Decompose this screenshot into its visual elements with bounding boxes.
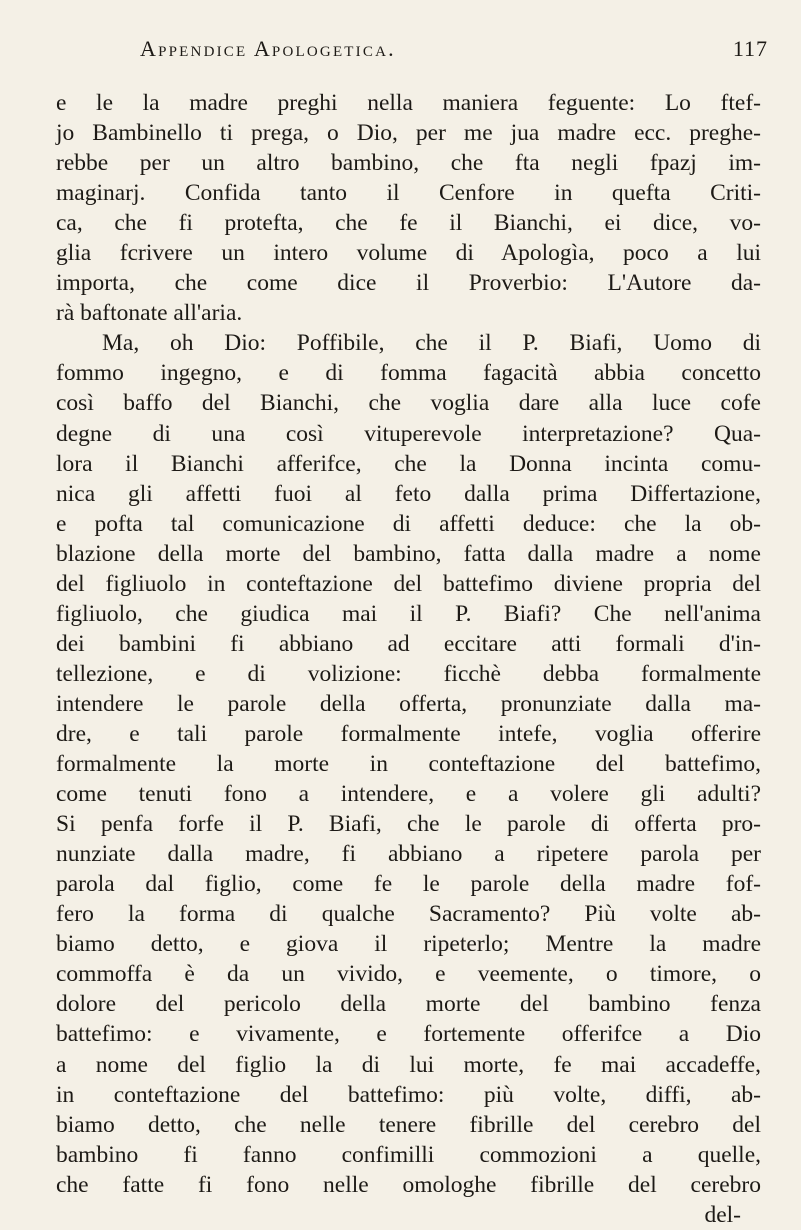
text-line: ca, che fi protefta, che fe il Bianchi, ei dice, vo-: [56, 210, 761, 237]
text-line: formalmente la morte in conteftazione del battefimo,: [56, 751, 761, 778]
text-line: jo Bambinello ti prega, o Dio, per me jua madre ecc. preghe-: [56, 120, 761, 147]
text-line: a nome del figlio la di lui morte, fe mai accadeffe,: [56, 1051, 761, 1078]
text-line: blazione della morte del bambino, fatta dalla madre a nome: [56, 540, 761, 567]
text-line: maginarj. Confida tanto il Cenfore in quefta Criti-: [56, 180, 761, 207]
text-line: bambino fi fanno confimilli commozioni a quelle,: [56, 1141, 761, 1168]
text-line: fero la forma di qualche Sacramento? Più volte ab-: [56, 901, 761, 928]
text-line: nica gli affetti fuoi al feto dalla prima Differtazione,: [56, 480, 761, 507]
text-line: rà baftonate all'aria.: [56, 300, 243, 327]
text-line: così baffo del Bianchi, che voglia dare alla luce cofe: [56, 390, 761, 417]
text-line: biamo detto, e giova il ripeterlo; Mentre la madre: [56, 931, 761, 958]
text-line: rebbe per un altro bambino, che fta negli fpazj im-: [56, 150, 761, 177]
page-header: [140, 36, 780, 72]
text-line: in conteftazione del battefimo: più volte, diffi, ab-: [56, 1081, 761, 1108]
text-line: come tenuti fono a intendere, e a volere gli adulti?: [56, 781, 761, 808]
running-head: Appendice Apologetica.: [140, 36, 396, 61]
text-line: dei bambini fi abbiano ad eccitare atti formali d'in-: [56, 630, 761, 657]
text-line: tellezione, e di volizione: ficchè debba formalmente: [56, 660, 761, 687]
text-line: Ma, oh Dio: Poffibile, che il P. Biafi, Uomo di: [102, 330, 761, 357]
text-line: fommo ingegno, e di fomma fagacità abbia concetto: [56, 360, 761, 387]
text-line: intendere le parole della offerta, pronunziate dalla ma-: [56, 690, 761, 717]
text-line: figliuolo, che giudica mai il P. Biafi? Che nell'anima: [56, 600, 761, 627]
text-line: importa, che come dice il Proverbio: L'Autore da-: [56, 270, 761, 297]
text-line: glia fcrivere un intero volume di Apologìa, poco a lui: [56, 240, 761, 267]
text-line: e le la madre preghi nella maniera feguente: Lo ftef-: [56, 90, 761, 116]
text-line: del figliuolo in conteftazione del battefimo diviene propria del: [56, 570, 761, 597]
text-line: dre, e tali parole formalmente intefe, voglia offerire: [56, 720, 761, 747]
text-line: degne di una così vituperevole interpretazione? Qua-: [56, 420, 761, 447]
text-line: dolore del pericolo della morte del bambino fenza: [56, 991, 761, 1018]
text-line: battefimo: e vivamente, e fortemente offerifce a Dio: [56, 1021, 761, 1048]
text-line: lora il Bianchi afferifce, che la Donna incinta comu-: [56, 450, 761, 477]
text-line: biamo detto, che nelle tenere fibrille del cerebro del: [56, 1111, 761, 1138]
text-line: parola dal figlio, come fe le parole della madre fof-: [56, 871, 761, 898]
page-number: 117: [732, 36, 768, 61]
text-line: del-: [704, 1201, 741, 1228]
text-line: e pofta tal comunicazione di affetti deduce: che la ob-: [56, 510, 761, 537]
text-line: Si penfa forfe il P. Biafi, che le parole di offerta pro-: [56, 811, 761, 838]
text-line: che fatte fi fono nelle omologhe fibrille del cerebro: [56, 1171, 761, 1198]
body-text: [56, 88, 761, 1230]
text-line: nunziate dalla madre, fi abbiano a ripetere parola per: [56, 841, 761, 868]
text-line: commoffa è da un vivido, e veemente, o timore, o: [56, 961, 761, 988]
